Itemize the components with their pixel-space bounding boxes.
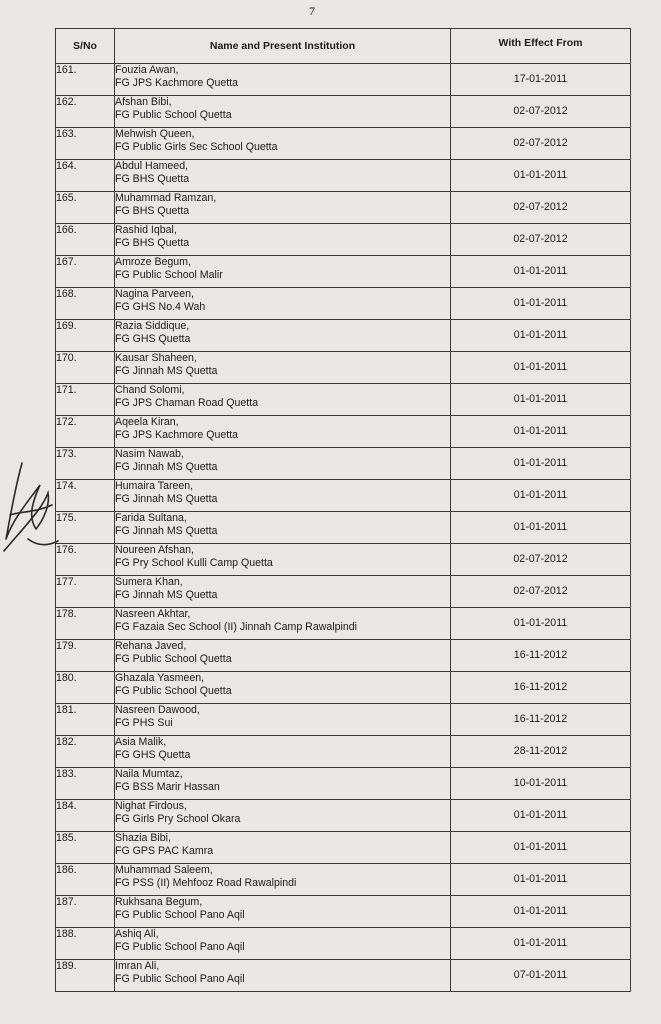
effective-date: 01-01-2011 [451, 160, 631, 192]
institution-name: FG Jinnah MS Quetta [115, 492, 218, 505]
header-sno: S/No [56, 29, 115, 64]
person-name: Ghazala Yasmeen, [115, 672, 205, 684]
institution-name: FG Public School Quetta [115, 652, 232, 665]
serial-number: 162. [56, 96, 115, 128]
table-row [56, 800, 631, 832]
effective-date: 01-01-2011 [451, 384, 631, 416]
serial-number: 170. [56, 352, 115, 384]
institution-name: FG PSS (II) Mehfooz Road Rawalpindi [115, 876, 297, 889]
person-name: Kausar Shaheen, [115, 352, 197, 364]
person-name: Chand Solomi, [115, 384, 185, 396]
name-institution-cell [115, 800, 451, 832]
person-name: Muhammad Saleem, [115, 864, 213, 876]
table-row [56, 384, 631, 416]
effective-date: 16-11-2012 [451, 640, 631, 672]
institution-name: FG Jinnah MS Quetta [115, 588, 218, 601]
name-institution-cell [115, 896, 451, 928]
name-institution-cell [115, 448, 451, 480]
effective-date: 01-01-2011 [451, 928, 631, 960]
effective-date: 02-07-2012 [451, 544, 631, 576]
institution-name: FG Jinnah MS Quetta [115, 364, 218, 377]
institution-name: FG Fazaia Sec School (II) Jinnah Camp Rawalpindi [115, 620, 357, 633]
serial-number: 178. [56, 608, 115, 640]
name-institution-cell [115, 576, 451, 608]
person-name: Ashiq Ali, [115, 928, 159, 940]
table-row [56, 928, 631, 960]
effective-date: 01-01-2011 [451, 864, 631, 896]
institution-name: FG BHS Quetta [115, 172, 190, 185]
effective-date: 01-01-2011 [451, 480, 631, 512]
name-institution-cell [115, 768, 451, 800]
serial-number: 182. [56, 736, 115, 768]
institution-name: FG Pry School Kulli Camp Quetta [115, 556, 273, 569]
serial-number: 164. [56, 160, 115, 192]
person-name: Rukhsana Begum, [115, 896, 203, 908]
institution-name: FG GHS Quetta [115, 748, 191, 761]
institution-name: FG Jinnah MS Quetta [115, 460, 218, 473]
name-institution-cell [115, 736, 451, 768]
table-row [56, 192, 631, 224]
name-institution-cell [115, 864, 451, 896]
effective-date: 01-01-2011 [451, 256, 631, 288]
institution-name: FG Public School Pano Aqil [115, 972, 245, 985]
institution-name: FG Jinnah MS Quetta [115, 524, 218, 537]
institution-name: FG Public School Quetta [115, 684, 232, 697]
serial-number: 169. [56, 320, 115, 352]
name-institution-cell [115, 960, 451, 992]
table-row [56, 608, 631, 640]
effective-date: 01-01-2011 [451, 416, 631, 448]
person-name: Imran Ali, [115, 960, 160, 972]
serial-number: 180. [56, 672, 115, 704]
person-name: Humaira Tareen, [115, 480, 194, 492]
serial-number: 175. [56, 512, 115, 544]
name-institution-cell [115, 704, 451, 736]
person-name: Nasreen Akhtar, [115, 608, 191, 620]
table-row [56, 224, 631, 256]
table-row [56, 576, 631, 608]
name-institution-cell [115, 512, 451, 544]
serial-number: 176. [56, 544, 115, 576]
effective-date: 01-01-2011 [451, 352, 631, 384]
table-body [56, 64, 631, 992]
name-institution-cell [115, 64, 451, 96]
effective-date: 28-11-2012 [451, 736, 631, 768]
person-name: Abdul Hameed, [115, 160, 189, 172]
table-row [56, 320, 631, 352]
name-institution-cell [115, 288, 451, 320]
institution-name: FG Public Girls Sec School Quetta [115, 140, 278, 153]
table-row [56, 64, 631, 96]
name-institution-cell [115, 320, 451, 352]
table-row [56, 160, 631, 192]
person-name: Nighat Firdous, [115, 800, 187, 812]
table-row [56, 96, 631, 128]
effective-date: 01-01-2011 [451, 896, 631, 928]
effective-date: 01-01-2011 [451, 288, 631, 320]
serial-number: 186. [56, 864, 115, 896]
serial-number: 181. [56, 704, 115, 736]
institution-name: FG Public School Malir [115, 268, 223, 281]
name-institution-cell [115, 608, 451, 640]
institution-name: FG JPS Chaman Road Quetta [115, 396, 259, 409]
institution-name: FG PHS Sui [115, 716, 173, 729]
name-institution-cell [115, 832, 451, 864]
table-row [56, 480, 631, 512]
table-row [56, 288, 631, 320]
name-institution-cell [115, 192, 451, 224]
serial-number: 171. [56, 384, 115, 416]
effective-date: 02-07-2012 [451, 576, 631, 608]
effective-date: 01-01-2011 [451, 800, 631, 832]
name-institution-cell [115, 640, 451, 672]
person-name: Asia Malik, [115, 736, 167, 748]
effective-date: 01-01-2011 [451, 832, 631, 864]
table-row [56, 960, 631, 992]
effective-date: 16-11-2012 [451, 672, 631, 704]
name-institution-cell [115, 128, 451, 160]
serial-number: 189. [56, 960, 115, 992]
page-number: 7 [309, 4, 315, 18]
effective-date: 02-07-2012 [451, 128, 631, 160]
effective-date: 01-01-2011 [451, 448, 631, 480]
header-name-institution: Name and Present Institution [115, 29, 451, 64]
serial-number: 161. [56, 64, 115, 96]
table-row [56, 640, 631, 672]
name-institution-cell [115, 160, 451, 192]
person-name: Mehwish Queen, [115, 128, 195, 140]
person-name: Aqeela Kiran, [115, 416, 179, 428]
table-row [56, 704, 631, 736]
person-name: Amroze Begum, [115, 256, 191, 268]
effective-date: 01-01-2011 [451, 320, 631, 352]
person-name: Muhammad Ramzan, [115, 192, 217, 204]
effective-date: 02-07-2012 [451, 96, 631, 128]
table-header-row [56, 29, 631, 64]
serial-number: 183. [56, 768, 115, 800]
serial-number: 167. [56, 256, 115, 288]
institution-name: FG GHS No.4 Wah [115, 300, 206, 313]
table-row [56, 416, 631, 448]
table-row [56, 832, 631, 864]
personnel-table [55, 28, 631, 992]
table-row [56, 736, 631, 768]
effective-date: 17-01-2011 [451, 64, 631, 96]
name-institution-cell [115, 928, 451, 960]
name-institution-cell [115, 352, 451, 384]
table-row [56, 864, 631, 896]
person-name: Fouzia Awan, [115, 64, 179, 76]
name-institution-cell [115, 224, 451, 256]
header-effective-date: With Effect From [451, 29, 631, 64]
person-name: Razia Siddique, [115, 320, 190, 332]
institution-name: FG Girls Pry School Okara [115, 812, 241, 825]
name-institution-cell [115, 416, 451, 448]
institution-name: FG GHS Quetta [115, 332, 191, 345]
effective-date: 01-01-2011 [451, 512, 631, 544]
name-institution-cell [115, 544, 451, 576]
effective-date: 02-07-2012 [451, 224, 631, 256]
serial-number: 174. [56, 480, 115, 512]
effective-date: 16-11-2012 [451, 704, 631, 736]
person-name: Nasreen Dawood, [115, 704, 200, 716]
person-name: Naila Mumtaz, [115, 768, 183, 780]
institution-name: FG Public School Pano Aqil [115, 940, 245, 953]
effective-date: 07-01-2011 [451, 960, 631, 992]
person-name: Nasim Nawab, [115, 448, 184, 460]
institution-name: FG JPS Kachmore Quetta [115, 76, 239, 89]
institution-name: FG GPS PAC Kamra [115, 844, 214, 857]
effective-date: 01-01-2011 [451, 608, 631, 640]
serial-number: 177. [56, 576, 115, 608]
serial-number: 188. [56, 928, 115, 960]
effective-date: 02-07-2012 [451, 192, 631, 224]
table-row [56, 896, 631, 928]
table-row [56, 672, 631, 704]
serial-number: 185. [56, 832, 115, 864]
serial-number: 163. [56, 128, 115, 160]
serial-number: 166. [56, 224, 115, 256]
name-institution-cell [115, 256, 451, 288]
institution-name: FG Public School Quetta [115, 108, 232, 121]
serial-number: 165. [56, 192, 115, 224]
serial-number: 168. [56, 288, 115, 320]
serial-number: 184. [56, 800, 115, 832]
person-name: Shazia Bibi, [115, 832, 171, 844]
institution-name: FG BHS Quetta [115, 204, 190, 217]
person-name: Noureen Afshan, [115, 544, 194, 556]
name-institution-cell [115, 96, 451, 128]
institution-name: FG BSS Marir Hassan [115, 780, 220, 793]
person-name: Afshan Bibi, [115, 96, 172, 108]
institution-name: FG BHS Quetta [115, 236, 190, 249]
institution-name: FG Public School Pano Aqil [115, 908, 245, 921]
table-row [56, 512, 631, 544]
person-name: Rehana Javed, [115, 640, 187, 652]
person-name: Farida Sultana, [115, 512, 187, 524]
name-institution-cell [115, 672, 451, 704]
table-row [56, 256, 631, 288]
table-row [56, 128, 631, 160]
table-row [56, 544, 631, 576]
serial-number: 179. [56, 640, 115, 672]
serial-number: 173. [56, 448, 115, 480]
table-row [56, 352, 631, 384]
serial-number: 187. [56, 896, 115, 928]
person-name: Nagina Parveen, [115, 288, 194, 300]
handwritten-signature [0, 455, 62, 565]
table-row [56, 448, 631, 480]
serial-number: 172. [56, 416, 115, 448]
name-institution-cell [115, 384, 451, 416]
effective-date: 10-01-2011 [451, 768, 631, 800]
person-name: Rashid Iqbal, [115, 224, 177, 236]
name-institution-cell [115, 480, 451, 512]
person-name: Sumera Khan, [115, 576, 183, 588]
table-row [56, 768, 631, 800]
institution-name: FG JPS Kachmore Quetta [115, 428, 239, 441]
